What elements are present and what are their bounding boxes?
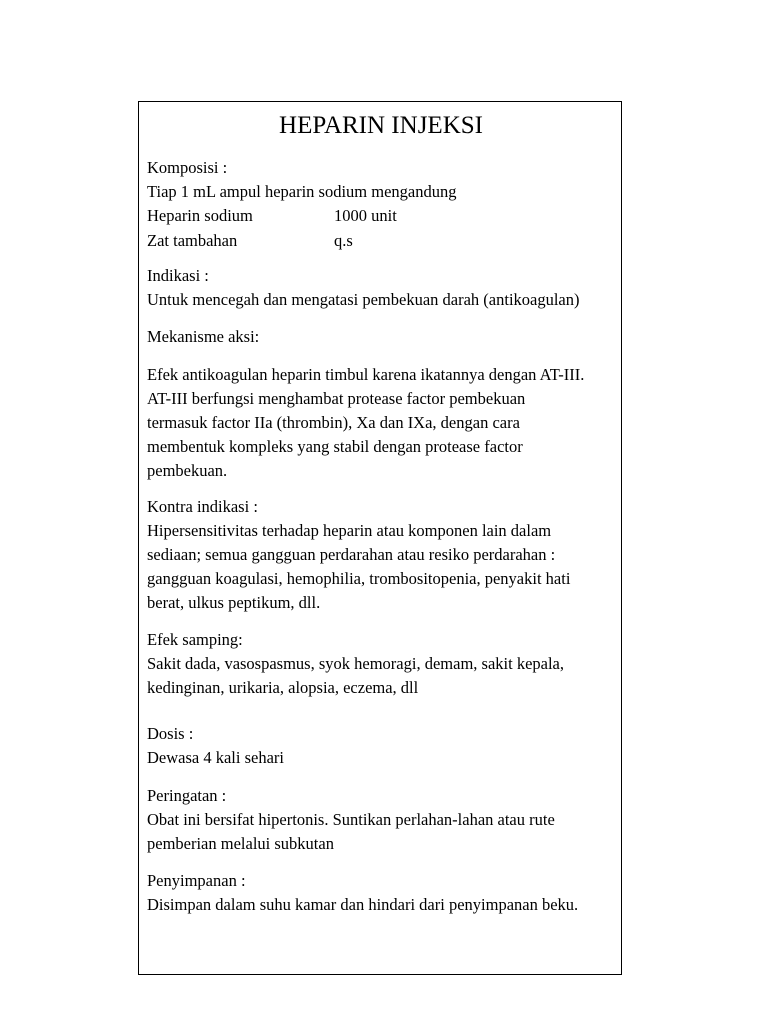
- dosis-text: Dewasa 4 kali sehari: [147, 748, 284, 767]
- penyimpanan-heading: Penyimpanan :: [147, 871, 246, 890]
- kontra-text: berat, ulkus peptikum, dll.: [147, 593, 321, 612]
- mekanisme-text: pembekuan.: [147, 461, 228, 480]
- mekanisme-text: Efek antikoagulan heparin timbul karena ikatannya dengan AT-III.: [147, 365, 585, 384]
- efek-heading: Efek samping:: [147, 630, 243, 649]
- peringatan-heading: Peringatan :: [147, 786, 227, 805]
- composition-row: [147, 204, 397, 228]
- peringatan-text: pemberian melalui subkutan: [147, 834, 334, 853]
- kontra-text: sediaan; semua gangguan perdarahan atau resiko perdarahan :: [147, 545, 556, 564]
- mekanisme-text: membentuk kompleks yang stabil dengan protease factor: [147, 437, 523, 456]
- kontra-text: gangguan koagulasi, hemophilia, trombositopenia, penyakit hati: [147, 569, 571, 588]
- drug-label-box: [138, 101, 622, 975]
- kontra-text: Hipersensitivitas terhadap heparin atau komponen lain dalam: [147, 521, 552, 540]
- mekanisme-text: AT-III berfungsi menghambat protease factor pembekuan: [147, 389, 526, 408]
- dosis-heading: Dosis :: [147, 724, 194, 743]
- penyimpanan-text: Disimpan dalam suhu kamar dan hindari dari penyimpanan beku.: [147, 895, 579, 914]
- ingredient-name: Heparin sodium: [147, 206, 253, 225]
- mekanisme-heading: Mekanisme aksi:: [147, 327, 260, 346]
- document-title: HEPARIN INJEKSI: [279, 112, 483, 139]
- efek-text: kedinginan, urikaria, alopsia, eczema, dll: [147, 678, 419, 697]
- composition-row: [147, 229, 353, 253]
- mekanisme-text: termasuk factor IIa (thrombin), Xa dan IXa, dengan cara: [147, 413, 520, 432]
- ingredient-name: Zat tambahan: [147, 231, 238, 250]
- ingredient-amount: q.s: [334, 231, 353, 250]
- efek-text: Sakit dada, vasospasmus, syok hemoragi, demam, sakit kepala,: [147, 654, 564, 673]
- komposisi-intro: Tiap 1 mL ampul heparin sodium mengandung: [147, 182, 457, 201]
- indikasi-text: Untuk mencegah dan mengatasi pembekuan darah (antikoagulan): [147, 290, 580, 309]
- ingredient-amount: 1000 unit: [334, 206, 397, 225]
- peringatan-text: Obat ini bersifat hipertonis. Suntikan perlahan-lahan atau rute: [147, 810, 555, 829]
- indikasi-heading: Indikasi :: [147, 266, 209, 285]
- komposisi-heading: Komposisi :: [147, 158, 228, 177]
- kontra-heading: Kontra indikasi :: [147, 497, 258, 516]
